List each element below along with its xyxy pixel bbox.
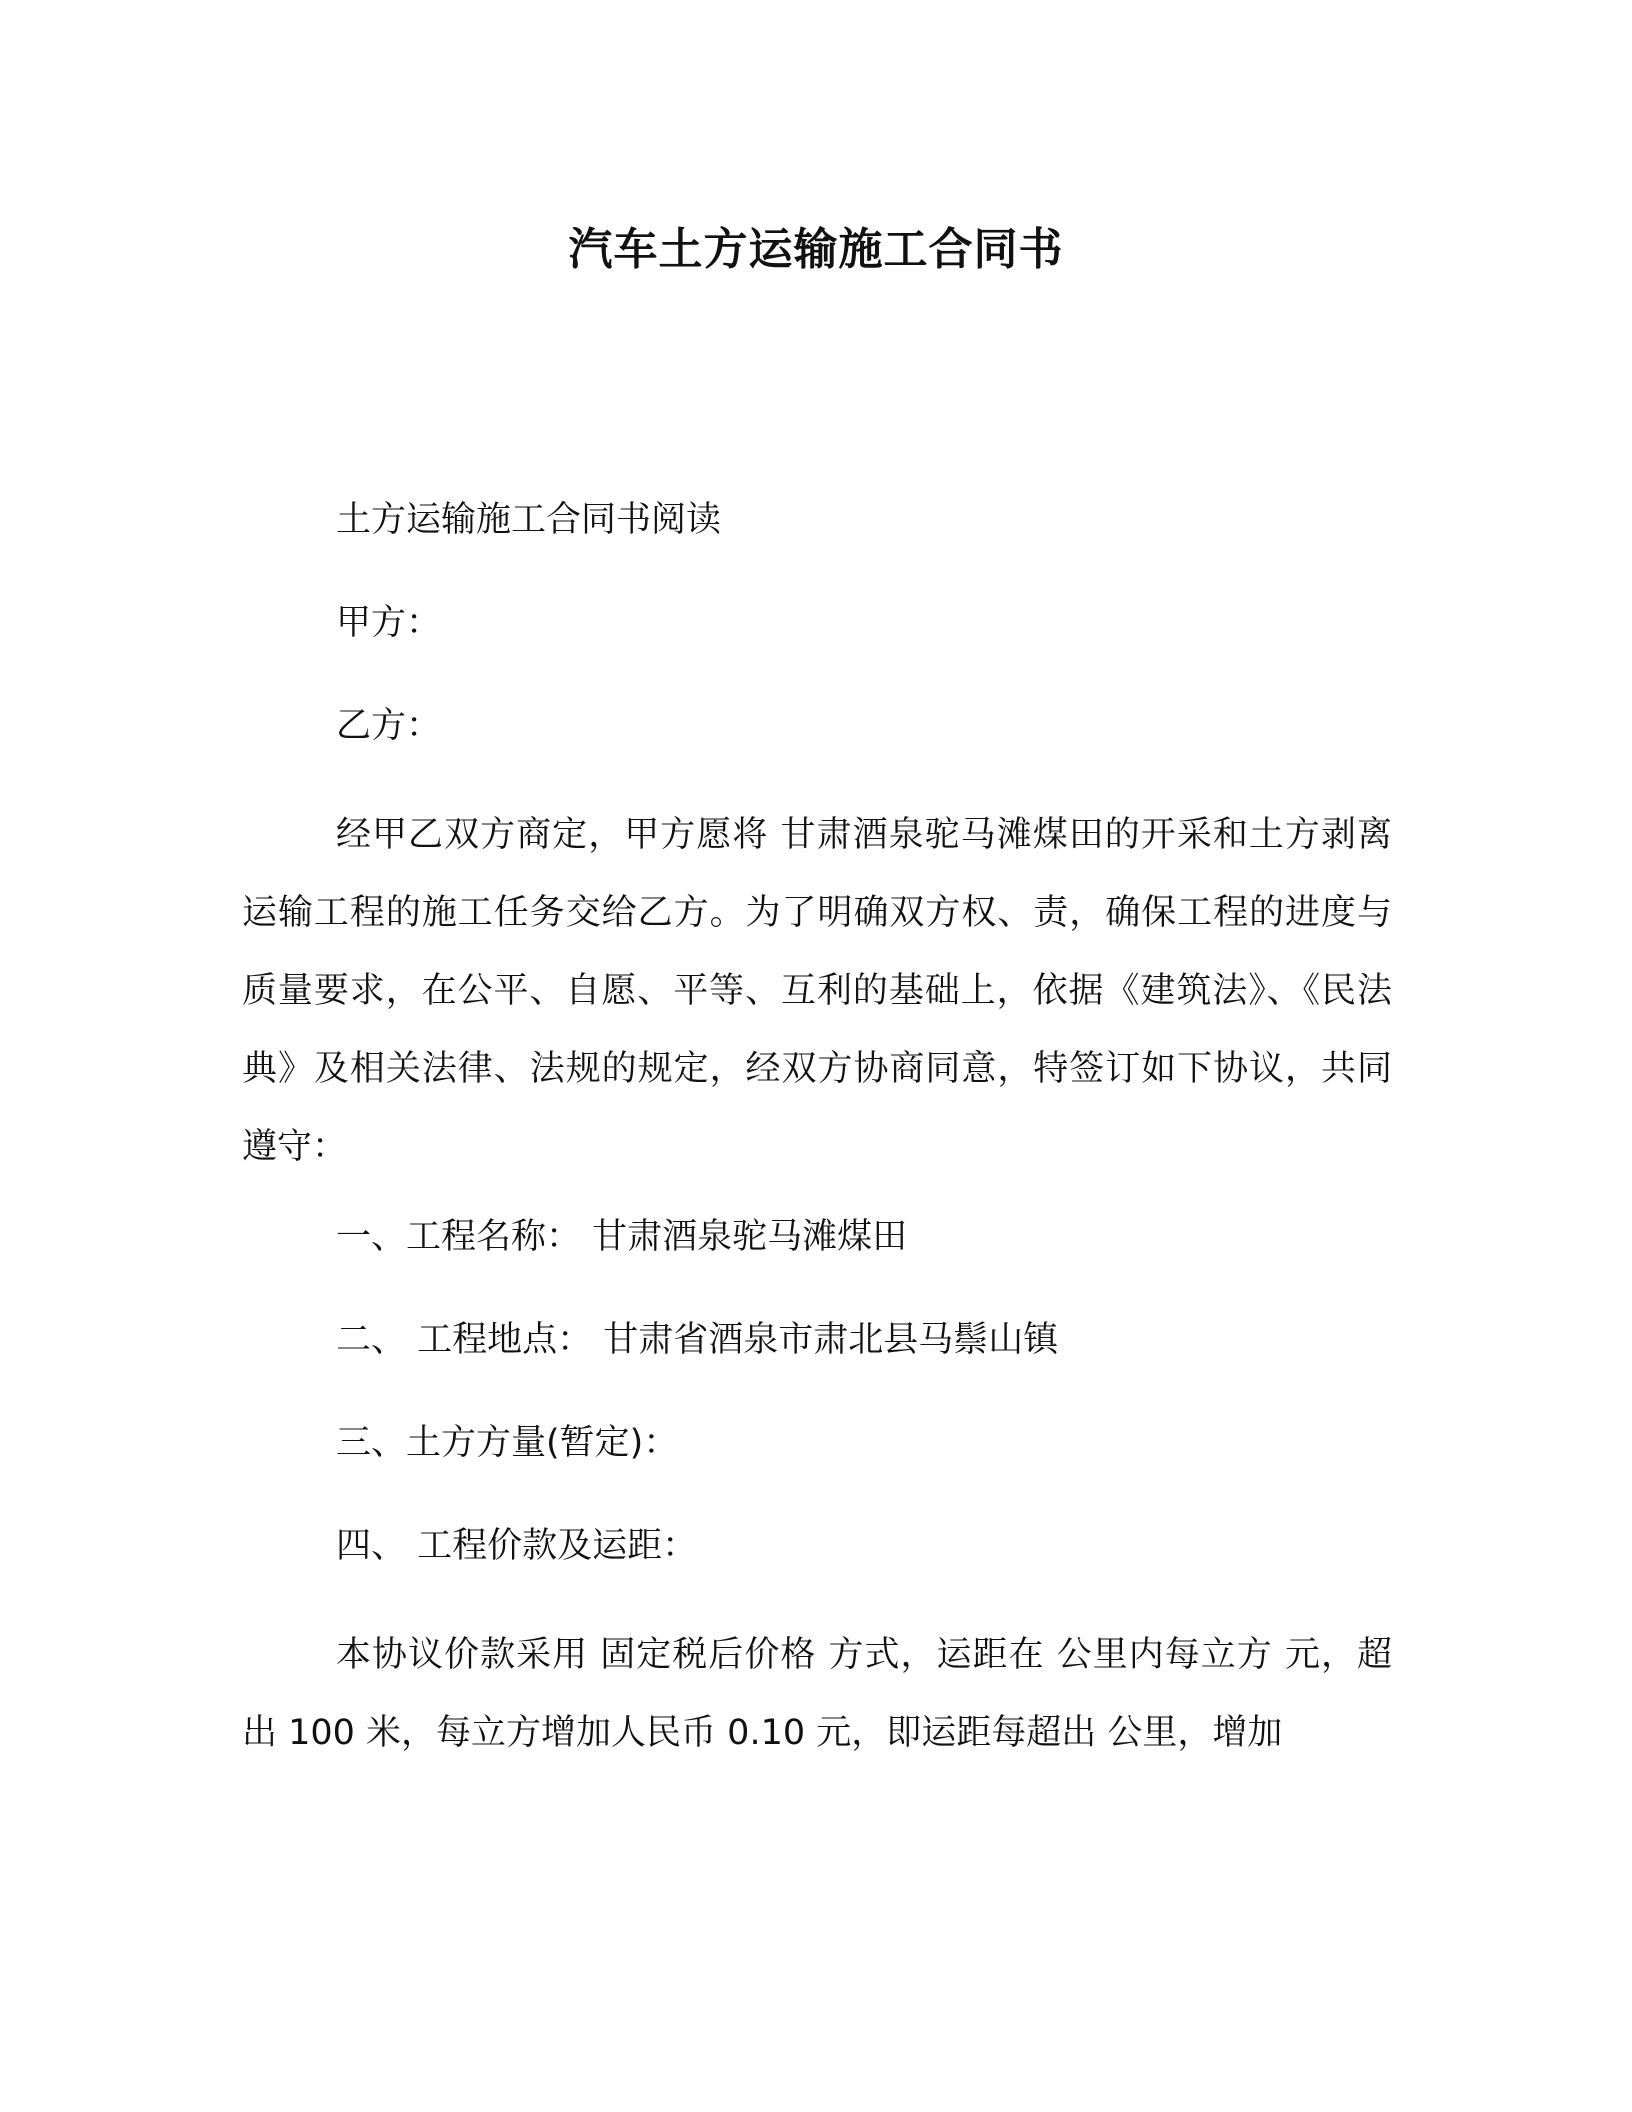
clause-price-and-distance: 四、 工程价款及运距： bbox=[336, 1526, 698, 1566]
price-paragraph: 本协议价款采用 固定税后价格 方式，运距在 公里内每立方 元，超出 100 米，每立方增加人民币 0.10 元，即运距每超出 公里，增加 bbox=[242, 1635, 1392, 1753]
clause-project-name: 一、工程名称： 甘肃酒泉驼马滩煤田 bbox=[336, 1217, 908, 1257]
party-b-label: 乙方： bbox=[336, 706, 442, 746]
clause-earthwork-volume: 三、土方方量(暂定)： bbox=[336, 1423, 679, 1463]
party-a-label: 甲方： bbox=[336, 603, 442, 643]
document-subtitle: 土方运输施工合同书阅读 bbox=[336, 500, 722, 540]
intro-paragraph: 经甲乙双方商定，甲方愿将 甘肃酒泉驼马滩煤田的开采和土方剥离 运输工程的施工任务交给乙方。为了明确双方权、责，确保工程的进度与质量要求，在公平、自愿、平等、互利的基础上，依据《建筑法》、《民法典》及相关法律、法规的规定，经双方协商同意，特签订如下协议，共同遵守： bbox=[242, 815, 1392, 1167]
document-title: 汽车土方运输施工合同书 bbox=[568, 224, 1064, 275]
clause-project-location: 二、 工程地点： 甘肃省酒泉市肃北县马鬃山镇 bbox=[336, 1320, 1059, 1360]
